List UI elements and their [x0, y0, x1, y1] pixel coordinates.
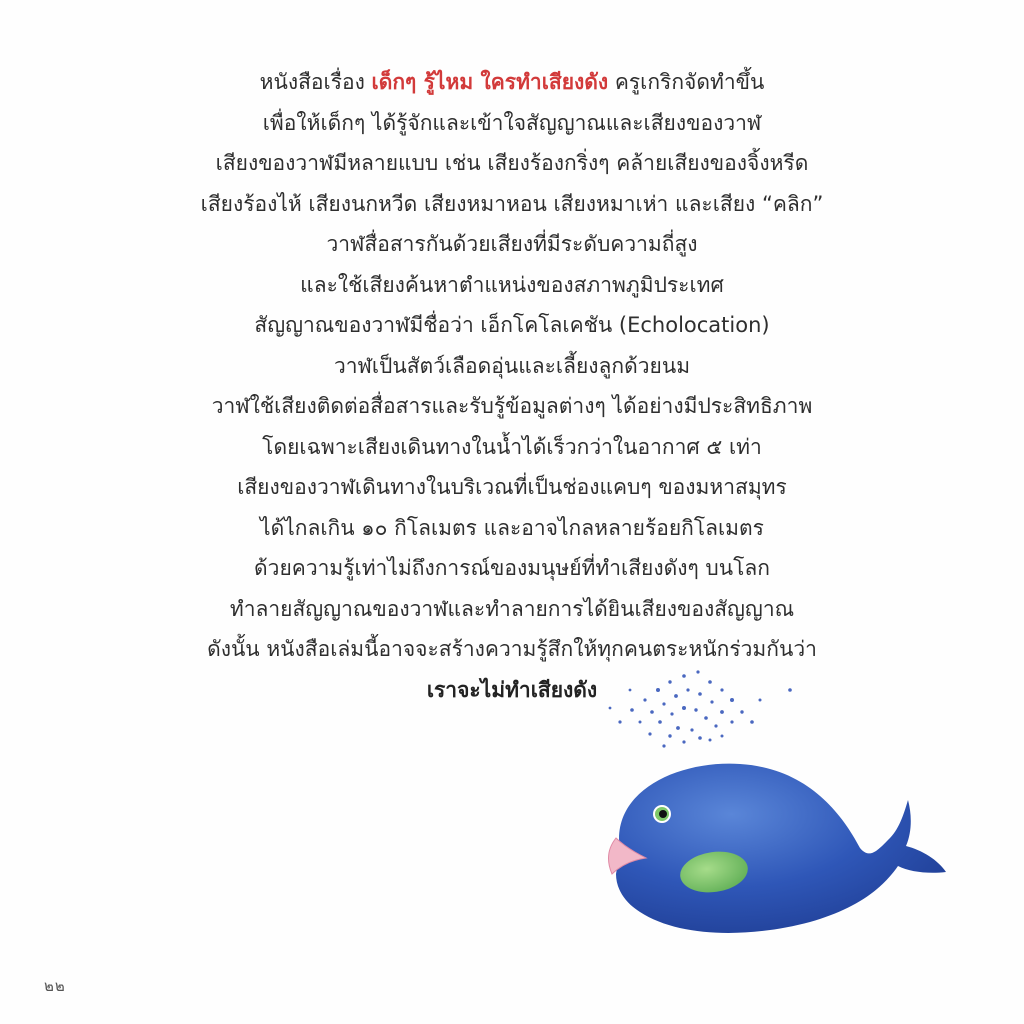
- text-line-5: วาฬสื่อสารกันด้วยเสียงที่มีระดับความถี่สูง: [326, 232, 698, 256]
- water-spout: [609, 670, 792, 747]
- whale-body: [616, 764, 946, 933]
- text-line-4: เสียงร้องไห้ เสียงนกหวีด เสียงหมาหอน เสียงหมาเห่า และเสียง “คลิก”: [200, 191, 824, 216]
- book-title-highlight: เด็กๆ รู้ไหม ใครทำเสียงดัง: [371, 70, 609, 94]
- text-line-8: วาฬเป็นสัตว์เลือดอุ่นและเลี้ยงลูกด้วยนม: [333, 353, 691, 378]
- text-line-13: ด้วยความรู้เท่าไม่ถึงการณ์ของมนุษย์ที่ทำเสียงดังๆ บนโลก: [254, 556, 770, 580]
- text-line-3: เสียงของวาฬมีหลายแบบ เช่น เสียงร้องกริ่งๆ คล้ายเสียงของจิ้งหรีด: [215, 151, 809, 175]
- title-suffix: ครูเกริกจัดทำขึ้น: [608, 70, 765, 94]
- text-line-7: สัญญาณของวาฬมีชื่อว่า เอ็กโคโลเคชัน (Echolocation): [254, 313, 770, 337]
- text-line-12: ได้ไกลเกิน ๑๐ กิโลเมตร และอาจไกลหลายร้อยกิโลเมตร: [260, 515, 764, 540]
- text-line-15: ดังนั้น หนังสือเล่มนี้อาจจะสร้างความรู้สึกให้ทุกคนตระหนักร่วมกันว่า: [207, 637, 817, 661]
- closing-line: เราจะไม่ทำเสียงดัง: [426, 677, 598, 702]
- title-prefix: หนังสือเรื่อง: [259, 70, 372, 94]
- text-line-9: วาฬใช้เสียงติดต่อสื่อสารและรับรู้ข้อมูลต่างๆ ได้อย่างมีประสิทธิภาพ: [211, 394, 813, 418]
- intro-paragraph: [60, 62, 964, 710]
- text-line-6: และใช้เสียงค้นหาตำแหน่งของสภาพภูมิประเทศ: [300, 272, 724, 297]
- text-line-10: โดยเฉพาะเสียงเดินทางในน้ำได้เร็วกว่าในอากาศ ๕ เท่า: [262, 434, 762, 459]
- text-line-11: เสียงของวาฬเดินทางในบริเวณที่เป็นช่องแคบๆ ของมหาสมุทร: [237, 475, 787, 499]
- text-line-1: [60, 62, 964, 103]
- text-line-2: เพื่อให้เด็กๆ ได้รู้จักและเข้าใจสัญญาณและเสียงของวาฬ: [262, 110, 762, 135]
- page-number: ๒๒: [44, 977, 66, 995]
- text-line-14: ทำลายสัญญาณของวาฬและทำลายการได้ยินเสียงของสัญญาณ: [229, 596, 795, 621]
- whale-illustration: [560, 660, 950, 960]
